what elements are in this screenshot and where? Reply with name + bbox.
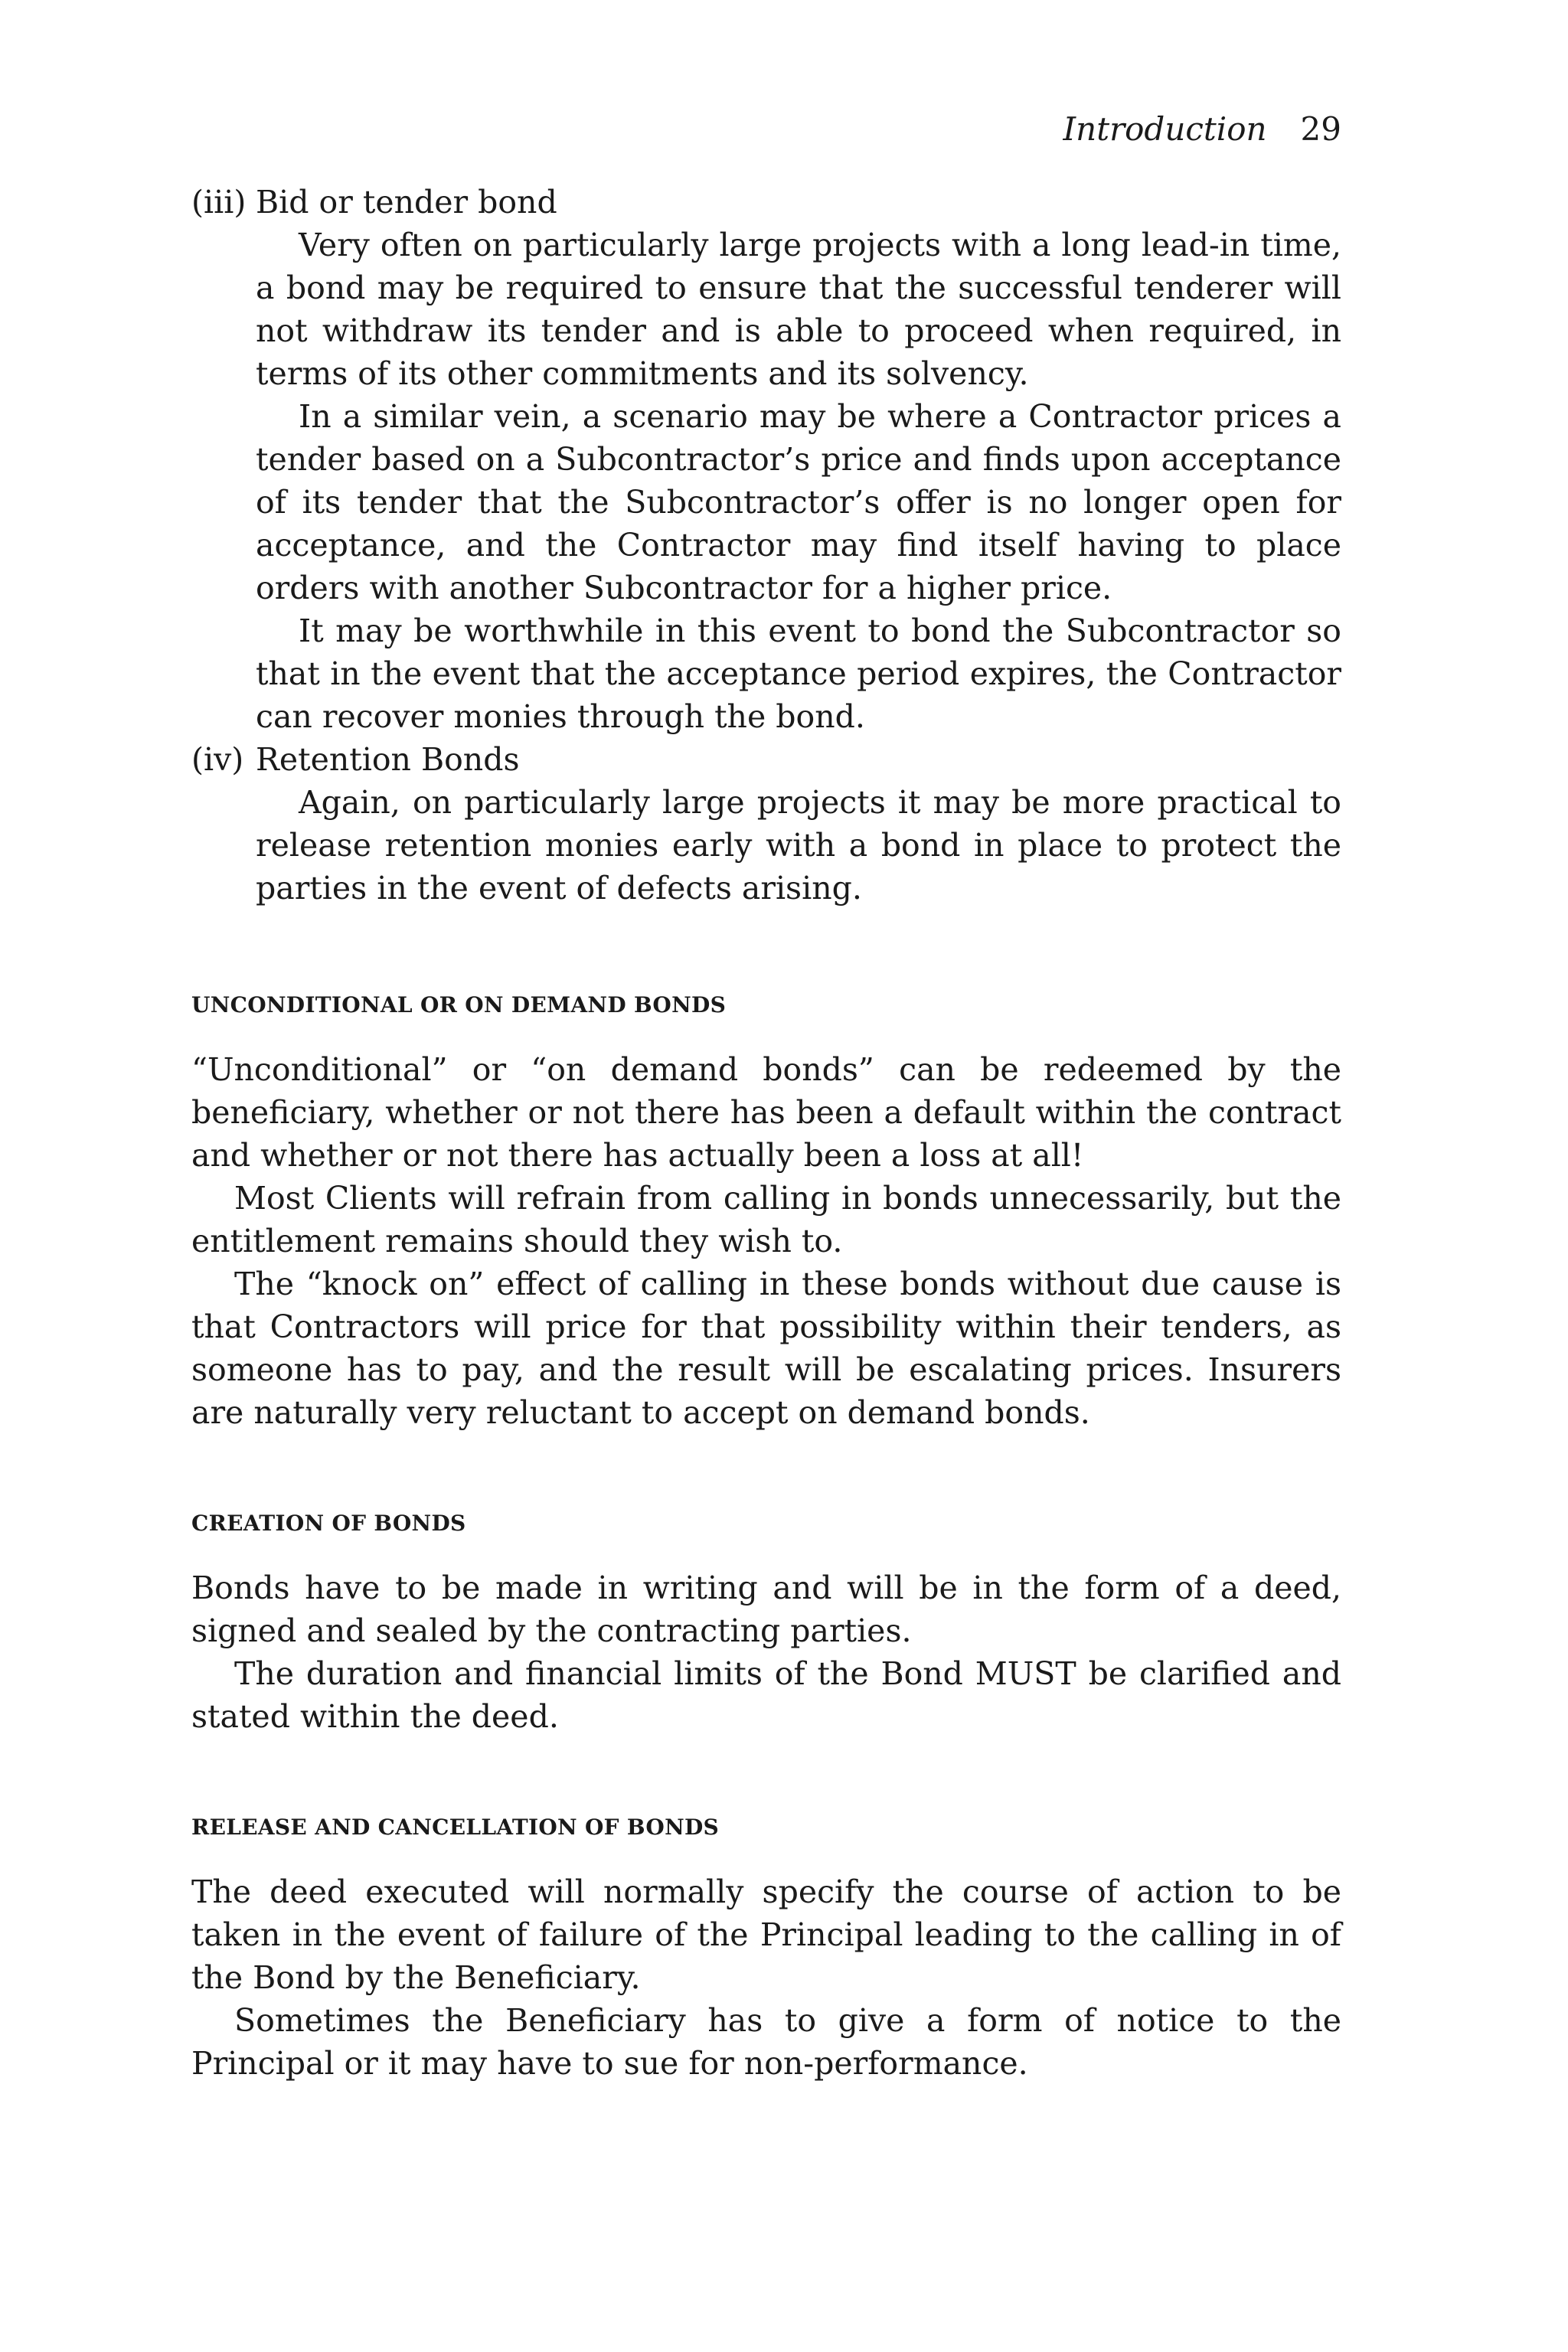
running-head [1063,110,1341,148]
section-heading: UNCONDITIONAL OR ON DEMAND BONDS [191,992,727,1018]
paragraph: The “knock on” effect of calling in these bonds without due cause is that Contractors will price for that possibility within their tenders, as someone has to pay, and the result will be escalating prices. Insurers are naturally very reluctant to accept on demand bonds. [191,1266,1341,1431]
list-item-retention-bonds [191,738,1341,910]
paragraph: It may be worthwhile in this event to bond the Subcontractor so that in the event that the acceptance period expires, the Contractor can recover monies through the bond. [256,612,1341,735]
paragraph: Bonds have to be made in writing and will be in the form of a deed, signed and sealed by the contracting parties. [191,1570,1341,1649]
list-item-number: (iv) [191,741,244,778]
list-item-bid-bond [191,181,1341,738]
paragraph: In a similar vein, a scenario may be where a Contractor prices a tender based on a Subcontractor’s price and finds upon acceptance of its tender that the Subcontractor’s offer is no longer open for acceptance, and the Contractor may find itself having to place orders with another Subcontractor for a higher price. [256,398,1341,606]
paragraph: The deed executed will normally specify the course of action to be taken in the event of failure of the Principal leading to the calling in of the Bond by the Beneficiary. [191,1873,1341,1996]
section-heading: RELEASE AND CANCELLATION OF BONDS [191,1815,720,1840]
book-page [191,0,1341,2352]
paragraph: Most Clients will refrain from calling in bonds unnecessarily, but the entitlement remains should they wish to. [191,1180,1341,1259]
paragraph: Sometimes the Beneficiary has to give a form of notice to the Principal or it may have to sue for non-performance. [191,2002,1341,2082]
running-head-title: Introduction [1063,110,1267,148]
paragraph: Very often on particularly large projects with a long lead-in time, a bond may be required to ensure that the successful tenderer will not withdraw its tender and is able to proceed when required, in terms of its other commitments and its solvency. [256,227,1341,392]
paragraph: The duration and financial limits of the Bond MUST be clarified and stated within the deed. [191,1655,1341,1735]
page-body [191,181,1341,2085]
list-item-title: Retention Bonds [256,741,520,778]
paragraph: “Unconditional” or “on demand bonds” can be redeemed by the beneficiary, whether or not there has been a default within the contract and whether or not there has actually been a loss at all! [191,1051,1341,1174]
list-item-number: (iii) [191,184,247,220]
list-item-title: Bid or tender bond [256,184,557,220]
section-heading: CREATION OF BONDS [191,1511,466,1536]
page-number: 29 [1300,110,1341,148]
paragraph: Again, on particularly large projects it may be more practical to release retention monies early with a bond in place to protect the parties in the event of defects arising. [256,784,1341,906]
